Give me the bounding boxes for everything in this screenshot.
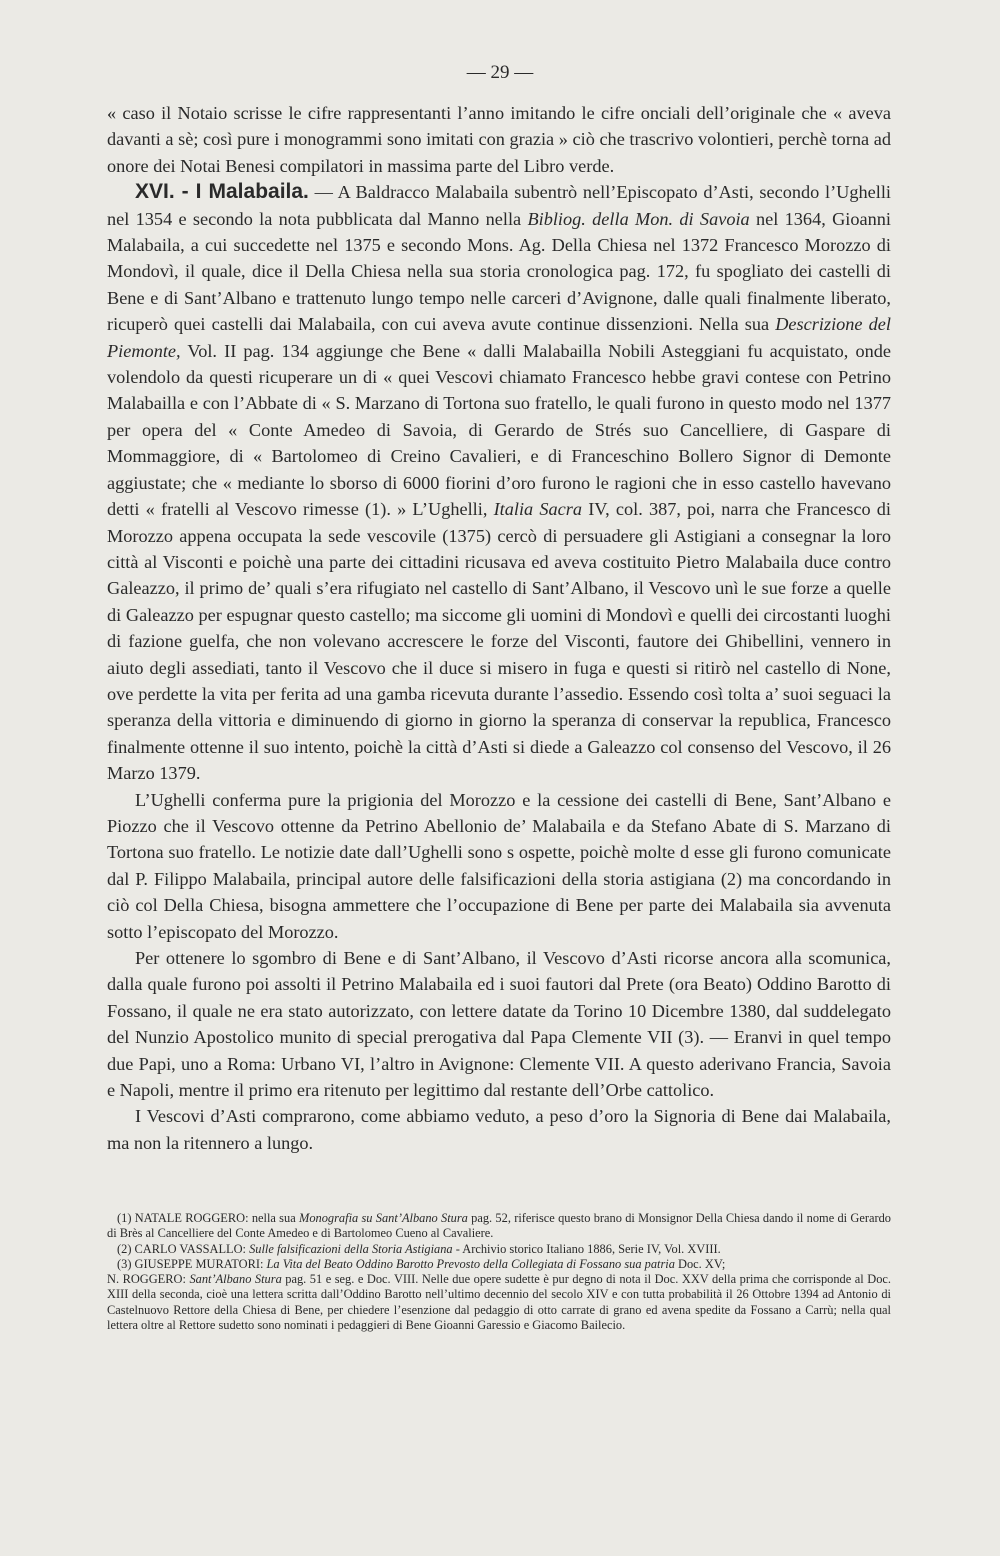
section-heading: XVI. - I Malabaila.	[135, 180, 309, 204]
text-run: : nella sua	[245, 1211, 299, 1225]
text-run: « caso il Notaio scrisse le cifre rappresentanti l’anno imitando le cifre onciali dell’originale che « aveva davanti a sè; così pure i monogrammi sono imitati con grazia » ciò che trascrivo volontieri, perchè torna ad onore dei Notai Benesi compilatori in massima parte del Libro verde.	[107, 103, 891, 176]
italic-text: Monografia su Sant’Albano Stura	[299, 1211, 468, 1225]
text-run: (3)	[117, 1256, 135, 1271]
paragraph	[107, 179, 891, 786]
footnote	[107, 1211, 891, 1242]
text-run: L’Ughelli conferma pure la prigionia del Morozzo e la cessione dei castelli di Bene, Sant’Albano e Piozzo che il Vescovo ottenne da Petrino Abellonio de’ Malabaila e da Stefano Abate di S. Marzano di Tortona suo fratello. Le notizie date dall’Ughelli sono s ospette, poichè molte d esse gli furono comunicate dal P. Filippo Malabaila, principal autore delle falsificazioni della storia astigiana (2) ma concordando in ciò col Della Chiesa, bisogna ammettere che l’occupazione di Bene per parte dei Malabaila sia avvenuta sotto l’episcopato del Morozzo.	[107, 789, 891, 942]
italic-text: Descrizione del Piemonte,	[107, 314, 891, 361]
footnote-author: N. ROGGERO	[107, 1272, 183, 1287]
text-run: (1)	[117, 1211, 135, 1225]
body-text	[107, 100, 891, 1156]
italic-text: Sulle falsificazioni della Storia Astigiana	[249, 1241, 453, 1256]
text-run: Per ottenere lo sgombro di Bene e di Sant’Albano, il Vescovo d’Asti ricorse ancora alla scomunica, dalla quale furono poi assolti il Petrino Malabaila ed i suoi fautori dal Prete (ora Beato) Oddino Barotto di Fossano, il quale ne era stato autorizzato, con lettere datate da Torino 10 Dicembre 1380, dal suddelegato del Nunzio Apostolico munito di special prerogativa dal Papa Clemente VII (3). — Eranvi in quel tempo due Papi, uno a Roma: Urbano VI, l’altro in Avignone: Clemente VII. A questo aderivano Francia, Savoia e Napoli, mentre il primo era ritenuto per legittimo dal restante dell’Orbe cattolico.	[107, 948, 891, 1101]
italic-text: Bibliog. della Mon. di Savoia	[527, 208, 750, 229]
italic-text: Sant’Albano Stura	[189, 1272, 282, 1287]
text-run: Vol. II pag. 134 aggiunge che Bene « dalli Malabailla Nobili Asteggiani fu acquistato, onde volendolo da questi ricuperare un di « quei Vescovi chiamato Francesco hebbe gravi contese con Petrino Malabailla e con l’Abbate di « S. Marzano di Tortona suo fratello, le quali furono in questo modo nel 1377 per opera del « Conte Amedeo di Savoia, di Gerardo de Strés suo Cancelliere, di Gaspare di Mommaggiore, di « Bartolomeo di Creino Cavalieri, e di Franceschino Bollero Signor di Demonte aggiustate; che « mediante lo sborso di 6000 fiorini d’oro furono le ragioni che in esso castello havevano detti « fratelli al Vescovo rimesse (1). » L’Ughelli,	[107, 340, 891, 520]
footnotes	[107, 1211, 891, 1333]
footnote	[107, 1242, 891, 1257]
text-run: pag. 52, riferisce questo brano di Monsignor Della Chiesa dando il nome di Gerardo di Brès al Cancelliere del Conte Amedeo e di Bartolomeo Cueno al Cavaliere.	[107, 1211, 891, 1241]
footnote-author: CARLO VASSALLO	[134, 1241, 243, 1256]
text-run: IV, col. 387, poi, narra che Francesco di Morozzo appena occupata la sede vescovile (1375) cercò di persuadere gli Astigiani a consegnar la loro città al Visconti e poichè una parte dei cittadini ricusava ed aveva costituito Pietro Malabaila duce contro Galeazzo, il primo de’ quali s’era rifugiato nel castello di Sant’Albano, il Vescovo unì le sue forze a quelle di Galeazzo per espugnar questo castello; ma siccome gli uomini di Mondovì e quelli dei circostanti luoghi di fazione guelfa, che non volevano accrescere le forze del Visconti, fautore dei Ghibellini, vennero in aiuto degli assediati, tanto il Vescovo che il duce si misero in fuga e questi si ritirò nel castello di None, ove perdette la vita per ferita ad una gamba ricevuta durante l’assedio. Essendo così tolta a’ suoi seguaci la speranza della vittoria e diminuendo di giorno in giorno la speranza di conservar la republica, Francesco finalmente ottenne il suo intento, poichè la città d’Asti si diede a Galeazzo col consenso del Vescovo, il 26 Marzo 1379.	[107, 499, 892, 784]
text-run: — A Baldracco Malabaila subentrò nell’Episcopato d’Asti, secondo l’Ughelli nel 1354 e secondo la nota pubblicata dal Manno nella	[107, 182, 892, 229]
footnote-author: NATALE ROGGERO	[134, 1211, 246, 1225]
text-run: (2)	[117, 1241, 135, 1256]
text-run: :	[182, 1272, 190, 1287]
paragraph	[107, 945, 891, 1103]
text-run: Doc. XV;	[674, 1256, 726, 1271]
paragraph	[107, 1103, 891, 1156]
italic-text: Italia Sacra	[493, 499, 583, 520]
footnote-author: GIUSEPPE MURATORI	[134, 1256, 260, 1271]
footnote-continuation	[107, 1272, 891, 1333]
text-run: nel 1364, Gioanni Malabaila, a cui succedette nel 1375 e secondo Mons. Ag. Della Chiesa nel 1372 Francesco Morozzo di Mondovì, il quale, dice il Della Chiesa nella sua storia cronologica pag. 172, fu spogliato dei castelli di Bene e di Sant’Albano e trattenuto lungo tempo nelle carceri d’Avignone, dalle quali finalmente liberato, ricuperò quei castelli dai Malabaila, con cui aveva avute continue dissenzioni. Nella sua	[107, 208, 891, 335]
text-run: pag. 51 e seg. e Doc. VIII. Nelle due opere sudette è pur degno di nota il Doc. XXV della prima che corrisponde al Doc. XIII della seconda, cioè una lettera scritta dall’Oddino Barotto nell’ultimo decennio del secolo XIV e con tutta probabilità il 26 Ottobre 1394 ad Antonio di Castelnuovo Rettore della Chiesa di Bene, per chiedere l’esenzione dal pedaggio di otto carrate di grano ed avena spedite da Fossano a Carrù; nella qual lettera oltre al Rettore sudetto sono nominati i pedaggieri di Bene Gioanni Garessio e Giacomo Bailecio.	[107, 1272, 891, 1333]
paragraph	[107, 100, 891, 179]
text-run: :	[242, 1241, 250, 1256]
text-run: - Archivio storico Italiano 1886, Serie IV, Vol. XVIII.	[452, 1241, 721, 1256]
page-number: — 29 —	[466, 62, 534, 83]
text-run: I Vescovi d’Asti comprarono, come abbiamo veduto, a peso d’oro la Signoria di Bene dai Malabaila, ma non la ritennero a lungo.	[107, 1106, 891, 1153]
italic-text: La Vita del Beato Oddino Barotto Prevosto della Collegiata di Fossano sua patria	[266, 1256, 675, 1271]
text-run: :	[259, 1256, 267, 1271]
footnote	[107, 1257, 891, 1272]
paragraph	[107, 787, 891, 945]
